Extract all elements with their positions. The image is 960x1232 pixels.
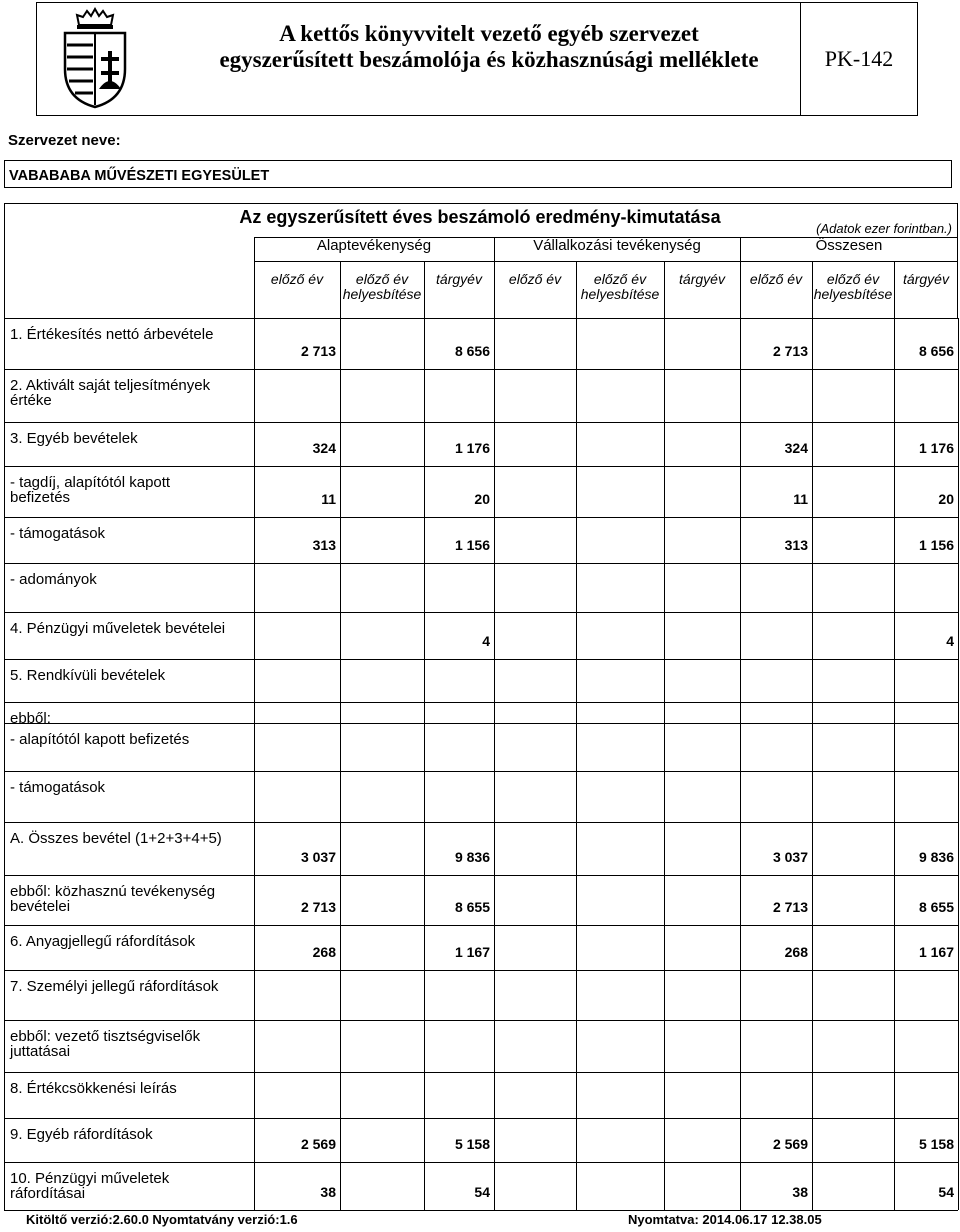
- column-header-line: előző év: [749, 271, 803, 287]
- column-header: [812, 272, 894, 302]
- form-header: [36, 2, 918, 116]
- table-cell: 8 655: [918, 899, 954, 915]
- column-group-header: Összesen: [815, 237, 883, 254]
- hungarian-coat-of-arms-icon: [53, 7, 137, 111]
- form-title: [149, 21, 829, 73]
- row-label: [10, 884, 250, 914]
- row-label-line: - tagdíj, alapítótól kapott: [10, 474, 171, 491]
- table-cell: 313: [312, 537, 336, 553]
- row-label-line: 8. Értékcsökkenési leírás: [10, 1080, 177, 1097]
- row-label-line: - adományok: [10, 571, 97, 588]
- column-header-line: előző év: [508, 271, 562, 287]
- table-cell: 2 713: [772, 343, 808, 359]
- table-cell: 3 037: [772, 849, 808, 865]
- row-label-line: 4. Pénzügyi műveletek bevételei: [10, 620, 226, 637]
- column-header-line: előző év: [826, 271, 880, 287]
- title-line-1: A kettős könyvvitelt vezető egyéb szervezet: [279, 21, 699, 46]
- table-cell: 1 176: [454, 440, 490, 456]
- row-label: [10, 1081, 250, 1096]
- row-label-line: befizetés: [10, 489, 71, 506]
- table-cell: 11: [793, 491, 808, 507]
- column-header-line: helyesbítése: [813, 286, 893, 302]
- table-cell: 2 569: [300, 1136, 336, 1152]
- row-label-line: ebből: közhasznú tevékenység: [10, 883, 216, 900]
- grid-line: [4, 1118, 958, 1119]
- table-cell: 4: [946, 633, 954, 649]
- row-label: [10, 732, 250, 747]
- version-info: Kitöltő verzió:2.60.0 Nyomtatvány verzió:1.6: [26, 1212, 298, 1227]
- grid-line: [4, 1210, 958, 1211]
- column-header-line: előző év: [593, 271, 647, 287]
- column-header-line: tárgyév: [679, 271, 725, 287]
- row-label: [10, 526, 250, 541]
- grid-line: [4, 1072, 958, 1073]
- unit-note: (Adatok ezer forintban.): [816, 221, 952, 236]
- row-label: [10, 621, 250, 636]
- grid-line: [4, 970, 958, 971]
- grid-line: [4, 318, 958, 319]
- column-group-header: Alaptevékenység: [316, 237, 432, 254]
- column-header: [576, 272, 664, 302]
- row-label: [10, 979, 250, 994]
- grid-line: [958, 318, 959, 1210]
- table-cell: 1 176: [918, 440, 954, 456]
- table-cell: 2 713: [300, 343, 336, 359]
- row-label: [10, 1127, 250, 1142]
- table-cell: 1 156: [454, 537, 490, 553]
- grid-line: [4, 203, 958, 204]
- grid-line: [4, 612, 958, 613]
- org-name-field: VABABABA MŰVÉSZETI EGYESÜLET: [4, 160, 952, 188]
- table-cell: 3 037: [300, 849, 336, 865]
- row-label-line: juttatásai: [10, 1043, 71, 1060]
- table-cell: 268: [312, 944, 336, 960]
- row-label-line: 3. Egyéb bevételek: [10, 430, 138, 447]
- grid-line: [340, 261, 341, 1210]
- grid-line: [4, 1162, 958, 1163]
- row-label: [10, 934, 250, 949]
- row-label: [10, 327, 250, 342]
- grid-line: [4, 702, 958, 703]
- table-cell: 2 713: [300, 899, 336, 915]
- print-timestamp: Nyomtatva: 2014.06.17 12.38.05: [628, 1212, 822, 1227]
- row-label-line: 2. Aktivált saját teljesítmények: [10, 377, 211, 394]
- table-cell: 1 156: [918, 537, 954, 553]
- column-header-line: helyesbítése: [580, 286, 660, 302]
- row-label-line: bevételei: [10, 898, 71, 915]
- row-label: [10, 668, 250, 683]
- table-cell: 54: [474, 1184, 490, 1200]
- row-label-line: ebből:: [10, 710, 51, 727]
- table-cell: 54: [938, 1184, 954, 1200]
- table-cell: 268: [784, 944, 808, 960]
- grid-line: [894, 261, 895, 1210]
- row-label-line: 1. Értékesítés nettó árbevétele: [10, 326, 214, 343]
- row-label-line: 9. Egyéb ráfordítások: [10, 1126, 153, 1143]
- row-label: [10, 475, 250, 505]
- column-header-line: tárgyév: [903, 271, 949, 287]
- column-header: [340, 272, 424, 302]
- column-header-line: helyesbítése: [342, 286, 422, 302]
- row-label-line: értéke: [10, 392, 52, 409]
- table-cell: 20: [474, 491, 490, 507]
- column-group-header: Vállalkozási tevékenység: [533, 237, 701, 254]
- table-cell: 2 569: [772, 1136, 808, 1152]
- row-label-line: - támogatások: [10, 779, 106, 796]
- grid-line: [424, 261, 425, 1210]
- grid-line: [4, 203, 5, 1210]
- table-cell: 1 167: [454, 944, 490, 960]
- row-label-line: - alapítótól kapott befizetés: [10, 731, 190, 748]
- grid-line: [4, 875, 958, 876]
- row-label: [10, 780, 250, 795]
- column-header: [254, 272, 340, 287]
- grid-line: [4, 1020, 958, 1021]
- row-label-line: A. Összes bevétel (1+2+3+4+5): [10, 830, 222, 847]
- column-header: [494, 272, 576, 287]
- table-cell: 20: [938, 491, 954, 507]
- grid-line: [4, 369, 958, 370]
- grid-line: [4, 659, 958, 660]
- table-cell: 324: [312, 440, 336, 456]
- grid-line: [4, 517, 958, 518]
- column-header: [740, 272, 812, 287]
- table-title: Az egyszerűsített éves beszámoló eredmény-kimutatása: [239, 207, 721, 227]
- table-cell: 11: [321, 491, 336, 507]
- table-cell: 1 167: [918, 944, 954, 960]
- row-label: [10, 572, 250, 587]
- row-label: [10, 831, 250, 846]
- column-header-line: előző év: [355, 271, 409, 287]
- column-header-line: előző év: [270, 271, 324, 287]
- grid-line: [254, 261, 958, 262]
- table-cell: 9 836: [454, 849, 490, 865]
- grid-line: [4, 771, 958, 772]
- grid-line: [4, 925, 958, 926]
- table-cell: 5 158: [454, 1136, 490, 1152]
- row-label: [10, 431, 250, 446]
- column-header-line: tárgyév: [436, 271, 482, 287]
- form-code: PK-142: [800, 3, 917, 115]
- grid-line: [576, 261, 577, 1210]
- org-name-label: Szervezet neve:: [8, 132, 121, 149]
- column-header: [664, 272, 740, 287]
- grid-line: [4, 563, 958, 564]
- column-header: [894, 272, 958, 287]
- table-cell: 2 713: [772, 899, 808, 915]
- table-cell: 8 656: [918, 343, 954, 359]
- row-label: [10, 1171, 250, 1201]
- table-cell: 8 655: [454, 899, 490, 915]
- column-header: [424, 272, 494, 287]
- row-label-line: 6. Anyagjellegű ráfordítások: [10, 933, 196, 950]
- grid-line: [4, 822, 958, 823]
- table-cell: 9 836: [918, 849, 954, 865]
- row-label: [10, 1029, 250, 1059]
- table-cell: 313: [784, 537, 808, 553]
- row-label-line: - támogatások: [10, 525, 106, 542]
- row-label-line: ebből: vezető tisztségviselők: [10, 1028, 201, 1045]
- grid-line: [4, 422, 958, 423]
- table-cell: 38: [792, 1184, 808, 1200]
- row-label-line: 7. Személyi jellegű ráfordítások: [10, 978, 219, 995]
- row-label: [10, 378, 250, 408]
- row-label-line: 10. Pénzügyi műveletek: [10, 1170, 170, 1187]
- grid-line: [812, 261, 813, 1210]
- table-cell: 4: [482, 633, 490, 649]
- table-cell: 324: [784, 440, 808, 456]
- grid-line: [4, 466, 958, 467]
- row-label-line: ráfordításai: [10, 1185, 86, 1202]
- row-label-line: 5. Rendkívüli bevételek: [10, 667, 166, 684]
- table-cell: 38: [320, 1184, 336, 1200]
- table-cell: 5 158: [918, 1136, 954, 1152]
- row-label: [10, 711, 250, 726]
- title-line-2: egyszerűsített beszámolója és közhasznúsági melléklete: [219, 47, 759, 72]
- table-cell: 8 656: [454, 343, 490, 359]
- grid-line: [664, 261, 665, 1210]
